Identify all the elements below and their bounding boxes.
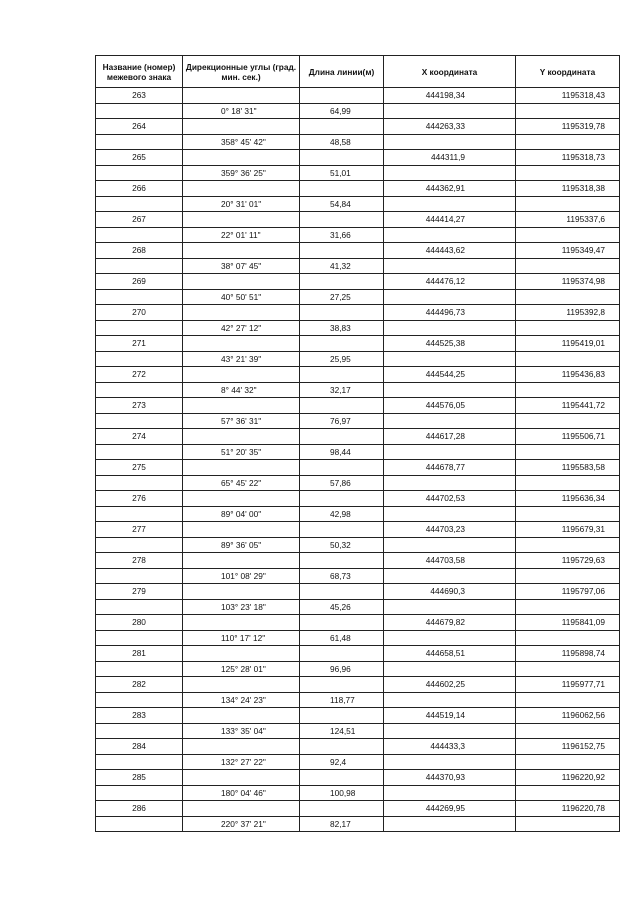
point-name: 269 bbox=[96, 274, 183, 290]
point-row bbox=[96, 646, 620, 662]
segment-row bbox=[96, 537, 620, 553]
segment-length: 124,51 bbox=[300, 723, 384, 739]
empty-cell bbox=[516, 723, 620, 739]
empty-cell bbox=[384, 754, 516, 770]
empty-cell bbox=[183, 801, 300, 817]
segment-angle: 89° 36' 05" bbox=[183, 537, 300, 553]
empty-cell bbox=[516, 475, 620, 491]
empty-cell bbox=[300, 88, 384, 104]
empty-cell bbox=[96, 320, 183, 336]
segment-length: 41,32 bbox=[300, 258, 384, 274]
segment-length: 38,83 bbox=[300, 320, 384, 336]
point-x-coordinate: 444198,34 bbox=[384, 88, 516, 104]
segment-length: 50,32 bbox=[300, 537, 384, 553]
point-name: 270 bbox=[96, 305, 183, 321]
point-row bbox=[96, 584, 620, 600]
empty-cell bbox=[384, 785, 516, 801]
point-name: 282 bbox=[96, 677, 183, 693]
point-x-coordinate: 444370,93 bbox=[384, 770, 516, 786]
segment-row bbox=[96, 320, 620, 336]
empty-cell bbox=[183, 398, 300, 414]
point-row bbox=[96, 770, 620, 786]
segment-angle: 22° 01' 11" bbox=[183, 227, 300, 243]
empty-cell bbox=[300, 336, 384, 352]
segment-angle: 40° 50' 51" bbox=[183, 289, 300, 305]
empty-cell bbox=[96, 134, 183, 150]
segment-length: 25,95 bbox=[300, 351, 384, 367]
empty-cell bbox=[300, 367, 384, 383]
point-row bbox=[96, 708, 620, 724]
segment-angle: 358° 45' 42" bbox=[183, 134, 300, 150]
empty-cell bbox=[384, 103, 516, 119]
point-name: 279 bbox=[96, 584, 183, 600]
empty-cell bbox=[96, 103, 183, 119]
point-x-coordinate: 444476,12 bbox=[384, 274, 516, 290]
segment-row bbox=[96, 351, 620, 367]
segment-angle: 180° 04' 46" bbox=[183, 785, 300, 801]
point-row bbox=[96, 243, 620, 259]
empty-cell bbox=[300, 522, 384, 538]
segment-length: 82,17 bbox=[300, 816, 384, 832]
segment-row bbox=[96, 661, 620, 677]
boundary-coordinates-sheet bbox=[95, 55, 619, 832]
point-name: 274 bbox=[96, 429, 183, 445]
empty-cell bbox=[300, 801, 384, 817]
empty-cell bbox=[96, 413, 183, 429]
segment-length: 27,25 bbox=[300, 289, 384, 305]
header-x: X координата bbox=[384, 56, 516, 88]
point-row bbox=[96, 274, 620, 290]
segment-length: 51,01 bbox=[300, 165, 384, 181]
empty-cell bbox=[516, 351, 620, 367]
point-name: 267 bbox=[96, 212, 183, 228]
point-row bbox=[96, 119, 620, 135]
header-angles: Дирекционные углы (град. мин. сек.) bbox=[183, 56, 300, 88]
point-y-coordinate: 1195419,01 bbox=[516, 336, 620, 352]
empty-cell bbox=[384, 661, 516, 677]
point-y-coordinate: 1195441,72 bbox=[516, 398, 620, 414]
segment-length: 42,98 bbox=[300, 506, 384, 522]
point-y-coordinate: 1195583,58 bbox=[516, 460, 620, 476]
empty-cell bbox=[183, 150, 300, 166]
empty-cell bbox=[300, 460, 384, 476]
empty-cell bbox=[96, 351, 183, 367]
segment-row bbox=[96, 196, 620, 212]
point-name: 278 bbox=[96, 553, 183, 569]
empty-cell bbox=[384, 320, 516, 336]
empty-cell bbox=[516, 568, 620, 584]
point-name: 286 bbox=[96, 801, 183, 817]
point-x-coordinate: 444443,62 bbox=[384, 243, 516, 259]
segment-angle: 20° 31' 01" bbox=[183, 196, 300, 212]
point-name: 275 bbox=[96, 460, 183, 476]
point-name: 285 bbox=[96, 770, 183, 786]
point-x-coordinate: 444433,3 bbox=[384, 739, 516, 755]
segment-angle: 8° 44' 32" bbox=[183, 382, 300, 398]
segment-row bbox=[96, 630, 620, 646]
empty-cell bbox=[516, 413, 620, 429]
empty-cell bbox=[516, 165, 620, 181]
segment-row bbox=[96, 785, 620, 801]
empty-cell bbox=[384, 692, 516, 708]
empty-cell bbox=[384, 444, 516, 460]
empty-cell bbox=[183, 119, 300, 135]
point-y-coordinate: 1195506,71 bbox=[516, 429, 620, 445]
empty-cell bbox=[183, 522, 300, 538]
point-x-coordinate: 444544,25 bbox=[384, 367, 516, 383]
empty-cell bbox=[516, 258, 620, 274]
point-row bbox=[96, 367, 620, 383]
point-y-coordinate: 1195349,47 bbox=[516, 243, 620, 259]
point-row bbox=[96, 522, 620, 538]
segment-angle: 132° 27' 22" bbox=[183, 754, 300, 770]
point-x-coordinate: 444679,82 bbox=[384, 615, 516, 631]
empty-cell bbox=[300, 646, 384, 662]
point-name: 284 bbox=[96, 739, 183, 755]
point-y-coordinate: 1195319,78 bbox=[516, 119, 620, 135]
empty-cell bbox=[300, 119, 384, 135]
segment-row bbox=[96, 165, 620, 181]
empty-cell bbox=[96, 754, 183, 770]
empty-cell bbox=[516, 289, 620, 305]
point-x-coordinate: 444263,33 bbox=[384, 119, 516, 135]
table-header-row bbox=[96, 56, 620, 88]
empty-cell bbox=[516, 785, 620, 801]
header-y: Y координата bbox=[516, 56, 620, 88]
empty-cell bbox=[384, 351, 516, 367]
empty-cell bbox=[183, 677, 300, 693]
empty-cell bbox=[516, 227, 620, 243]
empty-cell bbox=[183, 491, 300, 507]
segment-angle: 101° 08' 29" bbox=[183, 568, 300, 584]
empty-cell bbox=[516, 537, 620, 553]
point-row bbox=[96, 429, 620, 445]
header-name: Название (номер) межевого знака bbox=[96, 56, 183, 88]
empty-cell bbox=[384, 537, 516, 553]
empty-cell bbox=[183, 584, 300, 600]
point-y-coordinate: 1195797,06 bbox=[516, 584, 620, 600]
segment-length: 96,96 bbox=[300, 661, 384, 677]
empty-cell bbox=[384, 289, 516, 305]
segment-row bbox=[96, 754, 620, 770]
empty-cell bbox=[516, 506, 620, 522]
segment-length: 48,58 bbox=[300, 134, 384, 150]
point-x-coordinate: 444617,28 bbox=[384, 429, 516, 445]
point-x-coordinate: 444576,05 bbox=[384, 398, 516, 414]
segment-row bbox=[96, 816, 620, 832]
point-x-coordinate: 444602,25 bbox=[384, 677, 516, 693]
empty-cell bbox=[96, 599, 183, 615]
point-y-coordinate: 1196220,92 bbox=[516, 770, 620, 786]
empty-cell bbox=[183, 88, 300, 104]
empty-cell bbox=[384, 816, 516, 832]
point-name: 263 bbox=[96, 88, 183, 104]
point-y-coordinate: 1195392,8 bbox=[516, 305, 620, 321]
segment-angle: 220° 37' 21" bbox=[183, 816, 300, 832]
segment-length: 64,99 bbox=[300, 103, 384, 119]
segment-length: 98,44 bbox=[300, 444, 384, 460]
empty-cell bbox=[384, 599, 516, 615]
point-x-coordinate: 444414,27 bbox=[384, 212, 516, 228]
point-row bbox=[96, 305, 620, 321]
segment-row bbox=[96, 258, 620, 274]
empty-cell bbox=[516, 661, 620, 677]
point-name: 281 bbox=[96, 646, 183, 662]
empty-cell bbox=[384, 134, 516, 150]
empty-cell bbox=[300, 708, 384, 724]
segment-angle: 134° 24' 23" bbox=[183, 692, 300, 708]
empty-cell bbox=[300, 274, 384, 290]
empty-cell bbox=[516, 754, 620, 770]
empty-cell bbox=[183, 708, 300, 724]
empty-cell bbox=[300, 243, 384, 259]
segment-row bbox=[96, 444, 620, 460]
segment-row bbox=[96, 692, 620, 708]
point-name: 280 bbox=[96, 615, 183, 631]
empty-cell bbox=[300, 739, 384, 755]
empty-cell bbox=[96, 196, 183, 212]
empty-cell bbox=[183, 460, 300, 476]
point-name: 265 bbox=[96, 150, 183, 166]
empty-cell bbox=[183, 739, 300, 755]
segment-row bbox=[96, 103, 620, 119]
point-y-coordinate: 1195436,83 bbox=[516, 367, 620, 383]
point-name: 273 bbox=[96, 398, 183, 414]
point-row bbox=[96, 677, 620, 693]
empty-cell bbox=[96, 227, 183, 243]
point-name: 268 bbox=[96, 243, 183, 259]
empty-cell bbox=[516, 103, 620, 119]
point-row bbox=[96, 212, 620, 228]
empty-cell bbox=[183, 429, 300, 445]
segment-angle: 57° 36' 31" bbox=[183, 413, 300, 429]
point-x-coordinate: 444519,14 bbox=[384, 708, 516, 724]
empty-cell bbox=[183, 615, 300, 631]
empty-cell bbox=[96, 165, 183, 181]
point-name: 264 bbox=[96, 119, 183, 135]
empty-cell bbox=[183, 212, 300, 228]
empty-cell bbox=[96, 444, 183, 460]
segment-length: 68,73 bbox=[300, 568, 384, 584]
empty-cell bbox=[300, 212, 384, 228]
empty-cell bbox=[516, 196, 620, 212]
segment-row bbox=[96, 227, 620, 243]
table-body bbox=[96, 88, 620, 832]
point-name: 283 bbox=[96, 708, 183, 724]
coordinates-table bbox=[95, 55, 620, 832]
empty-cell bbox=[183, 553, 300, 569]
segment-row bbox=[96, 382, 620, 398]
empty-cell bbox=[384, 475, 516, 491]
empty-cell bbox=[384, 506, 516, 522]
empty-cell bbox=[183, 336, 300, 352]
segment-length: 92,4 bbox=[300, 754, 384, 770]
empty-cell bbox=[516, 692, 620, 708]
segment-angle: 43° 21' 39" bbox=[183, 351, 300, 367]
empty-cell bbox=[300, 584, 384, 600]
point-name: 271 bbox=[96, 336, 183, 352]
empty-cell bbox=[96, 630, 183, 646]
point-y-coordinate: 1196062,56 bbox=[516, 708, 620, 724]
point-row bbox=[96, 398, 620, 414]
empty-cell bbox=[96, 816, 183, 832]
segment-angle: 103° 23' 18" bbox=[183, 599, 300, 615]
empty-cell bbox=[183, 305, 300, 321]
empty-cell bbox=[384, 165, 516, 181]
point-x-coordinate: 444311,9 bbox=[384, 150, 516, 166]
segment-length: 45,26 bbox=[300, 599, 384, 615]
point-y-coordinate: 1195636,34 bbox=[516, 491, 620, 507]
header-length: Длина линии(м) bbox=[300, 56, 384, 88]
empty-cell bbox=[96, 475, 183, 491]
segment-angle: 133° 35' 04" bbox=[183, 723, 300, 739]
point-x-coordinate: 444496,73 bbox=[384, 305, 516, 321]
empty-cell bbox=[183, 243, 300, 259]
point-name: 272 bbox=[96, 367, 183, 383]
empty-cell bbox=[300, 615, 384, 631]
point-y-coordinate: 1196152,75 bbox=[516, 739, 620, 755]
empty-cell bbox=[96, 692, 183, 708]
segment-row bbox=[96, 568, 620, 584]
empty-cell bbox=[96, 506, 183, 522]
segment-angle: 51° 20' 35" bbox=[183, 444, 300, 460]
empty-cell bbox=[516, 382, 620, 398]
segment-row bbox=[96, 599, 620, 615]
segment-angle: 0° 18' 31" bbox=[183, 103, 300, 119]
segment-row bbox=[96, 475, 620, 491]
point-row bbox=[96, 336, 620, 352]
empty-cell bbox=[96, 785, 183, 801]
point-x-coordinate: 444702,53 bbox=[384, 491, 516, 507]
segment-length: 31,66 bbox=[300, 227, 384, 243]
segment-angle: 125° 28' 01" bbox=[183, 661, 300, 677]
segment-length: 100,98 bbox=[300, 785, 384, 801]
empty-cell bbox=[384, 382, 516, 398]
point-row bbox=[96, 615, 620, 631]
point-row bbox=[96, 460, 620, 476]
segment-row bbox=[96, 506, 620, 522]
point-y-coordinate: 1195318,38 bbox=[516, 181, 620, 197]
empty-cell bbox=[96, 258, 183, 274]
segment-length: 118,77 bbox=[300, 692, 384, 708]
empty-cell bbox=[384, 227, 516, 243]
segment-angle: 359° 36' 25" bbox=[183, 165, 300, 181]
empty-cell bbox=[384, 413, 516, 429]
point-x-coordinate: 444525,38 bbox=[384, 336, 516, 352]
empty-cell bbox=[384, 568, 516, 584]
empty-cell bbox=[516, 134, 620, 150]
point-row bbox=[96, 553, 620, 569]
empty-cell bbox=[300, 181, 384, 197]
empty-cell bbox=[300, 150, 384, 166]
segment-row bbox=[96, 723, 620, 739]
segment-row bbox=[96, 289, 620, 305]
point-row bbox=[96, 181, 620, 197]
segment-length: 32,17 bbox=[300, 382, 384, 398]
empty-cell bbox=[300, 677, 384, 693]
point-name: 266 bbox=[96, 181, 183, 197]
empty-cell bbox=[96, 537, 183, 553]
segment-angle: 38° 07' 45" bbox=[183, 258, 300, 274]
empty-cell bbox=[516, 630, 620, 646]
point-x-coordinate: 444678,77 bbox=[384, 460, 516, 476]
point-y-coordinate: 1196220,78 bbox=[516, 801, 620, 817]
empty-cell bbox=[300, 429, 384, 445]
empty-cell bbox=[516, 320, 620, 336]
segment-row bbox=[96, 134, 620, 150]
point-y-coordinate: 1195679,31 bbox=[516, 522, 620, 538]
point-y-coordinate: 1195318,43 bbox=[516, 88, 620, 104]
empty-cell bbox=[96, 568, 183, 584]
point-row bbox=[96, 739, 620, 755]
point-x-coordinate: 444690,3 bbox=[384, 584, 516, 600]
point-y-coordinate: 1195898,74 bbox=[516, 646, 620, 662]
segment-length: 57,86 bbox=[300, 475, 384, 491]
empty-cell bbox=[183, 274, 300, 290]
point-row bbox=[96, 88, 620, 104]
point-x-coordinate: 444703,23 bbox=[384, 522, 516, 538]
empty-cell bbox=[300, 398, 384, 414]
point-y-coordinate: 1195977,71 bbox=[516, 677, 620, 693]
empty-cell bbox=[183, 770, 300, 786]
empty-cell bbox=[384, 258, 516, 274]
segment-angle: 65° 45' 22" bbox=[183, 475, 300, 491]
empty-cell bbox=[300, 491, 384, 507]
point-x-coordinate: 444703,58 bbox=[384, 553, 516, 569]
empty-cell bbox=[183, 181, 300, 197]
empty-cell bbox=[516, 599, 620, 615]
point-x-coordinate: 444269,95 bbox=[384, 801, 516, 817]
segment-angle: 89° 04' 00" bbox=[183, 506, 300, 522]
segment-angle: 110° 17' 12" bbox=[183, 630, 300, 646]
empty-cell bbox=[384, 630, 516, 646]
point-y-coordinate: 1195337,6 bbox=[516, 212, 620, 228]
empty-cell bbox=[183, 646, 300, 662]
empty-cell bbox=[96, 661, 183, 677]
empty-cell bbox=[96, 289, 183, 305]
segment-angle: 42° 27' 12" bbox=[183, 320, 300, 336]
point-name: 276 bbox=[96, 491, 183, 507]
empty-cell bbox=[183, 367, 300, 383]
empty-cell bbox=[96, 382, 183, 398]
point-row bbox=[96, 801, 620, 817]
empty-cell bbox=[300, 770, 384, 786]
segment-length: 76,97 bbox=[300, 413, 384, 429]
point-y-coordinate: 1195729,63 bbox=[516, 553, 620, 569]
point-name: 277 bbox=[96, 522, 183, 538]
empty-cell bbox=[384, 723, 516, 739]
point-y-coordinate: 1195318,73 bbox=[516, 150, 620, 166]
segment-row bbox=[96, 413, 620, 429]
point-row bbox=[96, 150, 620, 166]
empty-cell bbox=[300, 305, 384, 321]
empty-cell bbox=[384, 196, 516, 212]
point-row bbox=[96, 491, 620, 507]
point-x-coordinate: 444658,51 bbox=[384, 646, 516, 662]
point-y-coordinate: 1195841,09 bbox=[516, 615, 620, 631]
empty-cell bbox=[516, 444, 620, 460]
segment-length: 54,84 bbox=[300, 196, 384, 212]
empty-cell bbox=[96, 723, 183, 739]
point-y-coordinate: 1195374,98 bbox=[516, 274, 620, 290]
empty-cell bbox=[516, 816, 620, 832]
empty-cell bbox=[300, 553, 384, 569]
segment-length: 61,48 bbox=[300, 630, 384, 646]
point-x-coordinate: 444362,91 bbox=[384, 181, 516, 197]
